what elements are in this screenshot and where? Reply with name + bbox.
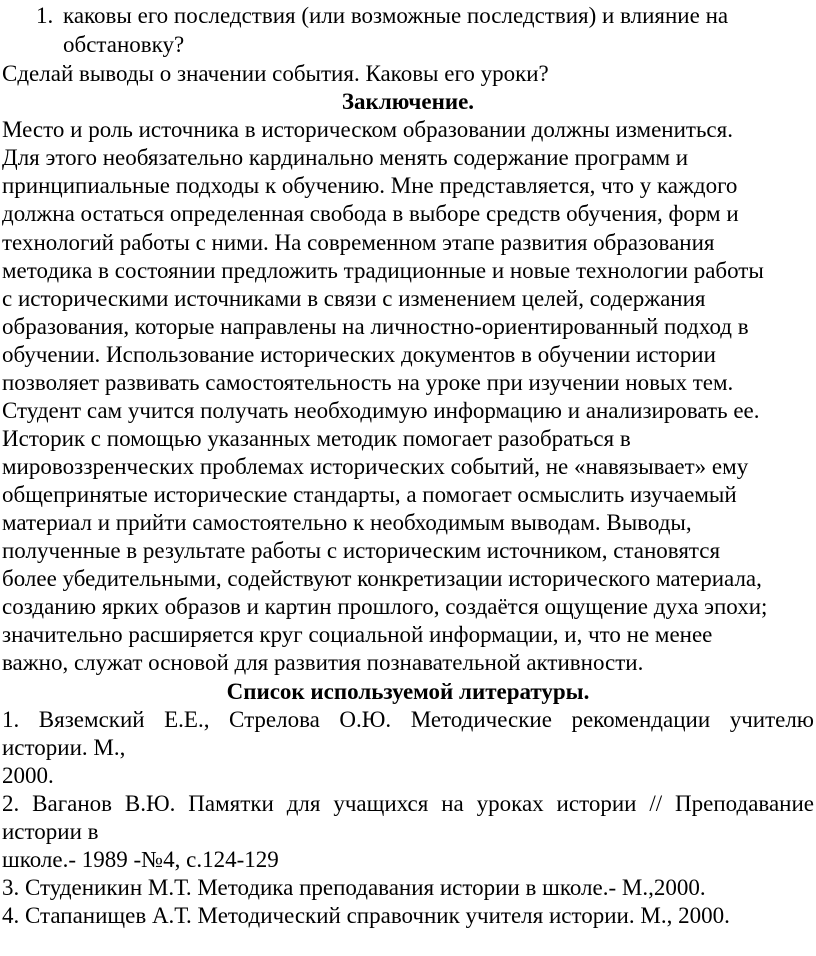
conclusion-line: важно, служат основой для развития познавательной активности. xyxy=(2,650,644,675)
conclusion-line: методика в состоянии предложить традиционные и новые технологии работы xyxy=(2,258,764,283)
reference-1-line2: истории. М., xyxy=(2,735,126,760)
conclusion-line: обучении. Использование исторических документов в обучении истории xyxy=(2,342,716,367)
list-item-text-line2: обстановку? xyxy=(63,32,185,57)
conclusion-line: Место и роль источника в историческом образовании должны измениться. xyxy=(2,117,733,142)
conclusion-line: полученные в результате работы с историческим источником, становятся xyxy=(2,538,721,563)
reference-3: 3. Студеникин М.Т. Методика преподавания истории в школе.- М.,2000. xyxy=(2,875,706,900)
reference-2-line2: истории в xyxy=(2,819,99,844)
reference-1-line1: 1. Вяземский Е.Е., Стрелова О.Ю. Методические рекомендации учителю xyxy=(2,707,814,732)
conclusion-line: более убедительными, содействуют конкретизации исторического материала, xyxy=(2,566,762,591)
conclusion-line: Историк с помощью указанных методик помогает разобраться в xyxy=(2,426,631,451)
references-heading: Список используемой литературы. xyxy=(226,679,590,704)
reference-2-line1: 2. Ваганов В.Ю. Памятки для учащихся на уроках истории // Преподавание xyxy=(2,791,814,816)
conclusion-line: должна остаться определенная свобода в выборе средств обучения, форм и xyxy=(2,201,739,226)
conclusion-line: образования, которые направлены на личностно-ориентированный подход в xyxy=(2,314,749,339)
reference-2-line3: школе.- 1989 -№4, с.124-129 xyxy=(2,847,279,872)
conclusion-line: с историческими источниками в связи с изменением целей, содержания xyxy=(2,286,706,311)
conclusion-heading: Заключение. xyxy=(341,89,475,114)
list-item-text-line1: каковы его последствия (или возможные последствия) и влияние на xyxy=(63,3,729,28)
list-item-number: 1. xyxy=(36,3,54,28)
conclusion-line: позволяет развивать самостоятельность на уроке при изучении новых тем. xyxy=(2,370,734,395)
conclusion-line: Студент сам учится получать необходимую информацию и анализировать ее. xyxy=(2,398,760,423)
conclusion-line: созданию ярких образов и картин прошлого, создаётся ощущение духа эпохи; xyxy=(2,594,768,619)
conclusion-line: Для этого необязательно кардинально менять содержание программ и xyxy=(2,145,689,170)
conclusion-line: мировоззренческих проблемах исторических событий, не «навязывает» ему xyxy=(2,454,749,479)
conclusion-line: общепринятые исторические стандарты, а помогает осмыслить изучаемый xyxy=(2,482,737,507)
conclusion-line: технологий работы с ними. На современном этапе развития образования xyxy=(2,230,715,255)
reference-4: 4. Стапанищев А.Т. Методический справочник учителя истории. М., 2000. xyxy=(2,903,730,928)
conclusion-line: значительно расширяется круг социальной информации, и, что не менее xyxy=(2,622,713,647)
conclusion-line: материал и прийти самостоятельно к необходимым выводам. Выводы, xyxy=(2,510,692,535)
conclusion-prompt: Сделай выводы о значении события. Каковы его уроки? xyxy=(2,61,549,86)
conclusion-line: принципиальные подходы к обучению. Мне представляется, что у каждого xyxy=(2,173,738,198)
reference-1-line3: 2000. xyxy=(2,763,54,788)
